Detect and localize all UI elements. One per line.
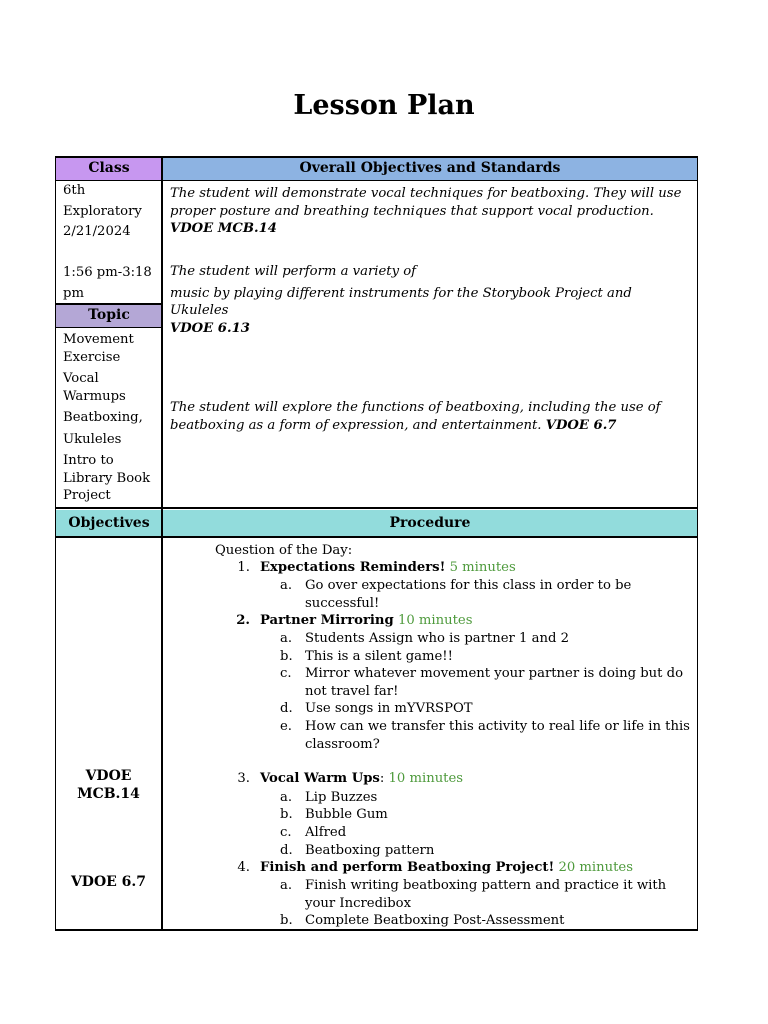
standard-67: VDOE 6.7 — [545, 417, 617, 433]
step-3b: b. Bubble Gum — [280, 807, 388, 822]
topic-line: Warmups — [63, 388, 126, 404]
objectives-header: Objectives — [56, 510, 162, 536]
objective-vdoe-67: VDOE 6.7 — [70, 874, 147, 890]
topic-line: Movement — [63, 332, 134, 347]
step-2b: b. This is a silent game!! — [280, 649, 453, 664]
page-title: Lesson Plan — [293, 90, 475, 121]
step-duration: 10 minutes — [388, 771, 464, 786]
class-type: Exploratory — [63, 203, 142, 219]
class-grade: 6th — [63, 183, 86, 198]
topic-border-top — [55, 303, 163, 305]
step-3a: a. Lip Buzzes — [280, 790, 378, 805]
class-header: Class — [56, 158, 162, 180]
class-time: 1:56 pm-3:18 — [63, 265, 152, 280]
standard-mcb14: VDOE MCB.14 — [170, 221, 277, 236]
topic-border-bottom — [55, 327, 163, 328]
topic-line: Vocal — [63, 371, 99, 386]
step-4b: b. Complete Beatboxing Post-Assessment — [280, 913, 565, 928]
topic-line: Ukuleles — [63, 431, 122, 447]
step-title: Expectations Reminders! — [260, 560, 446, 575]
objective-vdoe-mcb14: VDOE MCB.14 — [77, 768, 140, 802]
step-duration: 5 minutes — [449, 560, 516, 575]
question-of-the-day: Question of the Day: — [215, 543, 353, 558]
class-info — [56, 181, 161, 303]
step-4a: a. Finish writing beatboxing pattern and practice it with your Incredibox — [280, 878, 667, 911]
step-title: Vocal Warm Ups — [260, 771, 380, 786]
overall-objective-3: The student will explore the functions of beatboxing, including the use of beatboxing as a form of expression, and entertainment. VDOE 6.7 — [170, 400, 661, 433]
topic-list — [56, 331, 161, 507]
topic-line: Intro to — [63, 453, 114, 468]
overall-objective-1: The student will demonstrate vocal techniques for beatboxing. They will use proper posture and breathing techniques that support vocal production. VDOE MCB.14 — [170, 185, 690, 238]
table-border-top — [55, 156, 698, 158]
section-border-top — [55, 507, 698, 509]
standard-613: VDOE 6.13 — [170, 320, 250, 336]
topic-line: Library Book — [63, 470, 151, 486]
topic-line: Project — [63, 488, 111, 503]
step-duration: 10 minutes — [397, 613, 473, 628]
step-title: Finish and perform Beatboxing Project! — [260, 860, 555, 875]
overall-objectives-header: Overall Objectives and Standards — [163, 158, 697, 180]
topic-header: Topic — [56, 305, 162, 327]
step-2e: e. How can we transfer this activity to real life or life in this classroom? — [280, 719, 690, 752]
class-time-pm: pm — [63, 285, 84, 301]
table-border-right — [697, 156, 698, 931]
table-border-middle — [161, 156, 163, 931]
topic-line: Exercise — [63, 349, 121, 365]
step-3d: d. Beatboxing pattern — [280, 843, 435, 858]
step-duration: 20 minutes — [558, 860, 633, 875]
topic-line: Beatboxing, — [63, 410, 143, 425]
step-2d: d. Use songs in mYVRSPOT — [280, 701, 473, 716]
step-3c: c. Alfred — [280, 825, 347, 840]
procedure-header: Procedure — [163, 510, 697, 536]
step-2a: a. Students Assign who is partner 1 and 2 — [280, 631, 569, 646]
overall-objective-2: The student will perform a variety of music by playing different instruments for the Storybook Project and Ukuleles VDOE 6.13 — [170, 263, 690, 337]
section-border-bottom — [55, 536, 698, 538]
class-date: 2/21/2024 — [63, 224, 131, 239]
step-2c: c. Mirror whatever movement your partner is doing but do not travel far! — [280, 666, 684, 699]
step-1a: a. Go over expectations for this class in order to be successful! — [280, 578, 632, 611]
step-title: Partner Mirroring — [260, 613, 394, 628]
